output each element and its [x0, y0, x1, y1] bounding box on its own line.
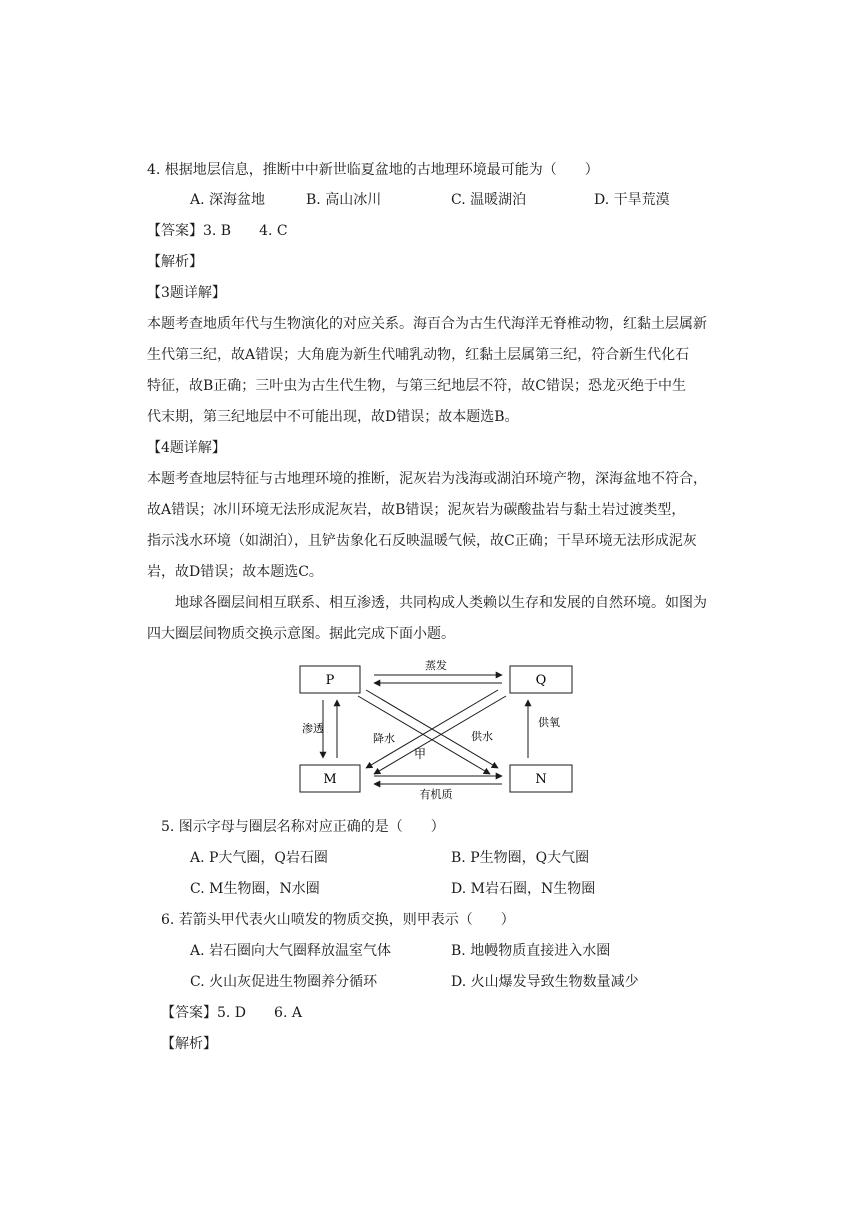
box-n-label: N	[535, 772, 547, 787]
detail4-line: 故A错误；冰川环境无法形成泥灰岩，故B错误；泥灰岩为碳酸盐岩与黏土岩过渡类型，	[147, 502, 686, 518]
detail4-line: 本题考查地层特征与古地理环境的推断，泥灰岩为浅海或湖泊环境产物，深海盆地不符合，	[147, 471, 707, 487]
q5-option-b: B. P生物圈，Q大气圈	[451, 850, 590, 866]
q5-option-d: D. M岩石圈，N生物圈	[451, 881, 596, 897]
q4-option-c: C. 温暖湖泊	[451, 192, 527, 208]
q5-option-c: C. M生物圈，N水圈	[190, 881, 320, 897]
label-jia: 甲	[413, 747, 427, 761]
detail3-heading: 【3题详解】	[147, 285, 226, 301]
detail4-line: 指示浅水环境（如湖泊），且铲齿象化石反映温暖气候，故C正确；干旱环境无法形成泥灰	[147, 533, 697, 549]
label-precipitation: 降水	[373, 732, 395, 745]
label-oxygen-supply: 供氧	[538, 716, 560, 729]
label-evaporation: 蒸发	[425, 660, 447, 672]
answer-5-6: 【答案】5. D 6. A	[161, 1005, 302, 1021]
label-organic-matter: 有机质	[419, 788, 453, 800]
q4-option-b: B. 高山冰川	[306, 192, 382, 208]
intro-line: 地球各圈层间相互联系、相互渗透，共同构成人类赖以生存和发展的自然环境。如图为	[175, 595, 707, 611]
analysis-heading-1: 【解析】	[147, 254, 203, 270]
q6-option-b: B. 地幔物质直接进入水圈	[451, 943, 611, 959]
box-p-label: P	[325, 673, 335, 688]
box-q-label: Q	[535, 673, 547, 688]
detail4-heading: 【4题详解】	[147, 440, 226, 456]
analysis-heading-2: 【解析】	[161, 1036, 217, 1052]
q4-option-d: D. 干旱荒漠	[594, 192, 670, 208]
q4-stem: 4. 根据地层信息，推断中中新世临夏盆地的古地理环境最可能为（ ）	[147, 162, 599, 178]
sphere-exchange-diagram	[296, 660, 576, 800]
q5-stem: 5. 图示字母与圈层名称对应正确的是（ ）	[161, 819, 445, 835]
q4-option-a: A. 深海盆地	[190, 192, 266, 208]
answer-3-4: 【答案】3. B 4. C	[147, 223, 288, 239]
q6-option-d: D. 火山爆发导致生物数量减少	[451, 974, 639, 990]
q6-option-c: C. 火山灰促进生物圈养分循环	[190, 974, 378, 990]
box-m-label: M	[323, 772, 337, 787]
q5-option-a: A. P大气圈，Q岩石圈	[190, 850, 328, 866]
detail3-line: 生代第三纪，故A错误；大角鹿为新生代哺乳动物，红黏土层属第三纪，符合新生代化石	[147, 347, 690, 363]
q6-stem: 6. 若箭头甲代表火山喷发的物质交换，则甲表示（ ）	[161, 912, 515, 928]
detail4-line: 岩，故D错误；故本题选C。	[147, 564, 323, 580]
detail3-line: 特征，故B正确；三叶虫为古生代生物，与第三纪地层不符，故C错误；恐龙灭绝于中生	[147, 378, 686, 394]
label-infiltration: 渗透	[302, 722, 324, 735]
detail3-line: 代末期，第三纪地层中不可能出现，故D错误；故本题选B。	[147, 409, 519, 425]
label-water-supply: 供水	[471, 730, 493, 743]
q6-option-a: A. 岩石圈向大气圈释放温室气体	[190, 943, 392, 959]
detail3-line: 本题考查地质年代与生物演化的对应关系。海百合为古生代海洋无脊椎动物，红黏土层属新	[147, 316, 707, 332]
intro-line: 四大圈层间物质交换示意图。据此完成下面小题。	[147, 626, 455, 642]
